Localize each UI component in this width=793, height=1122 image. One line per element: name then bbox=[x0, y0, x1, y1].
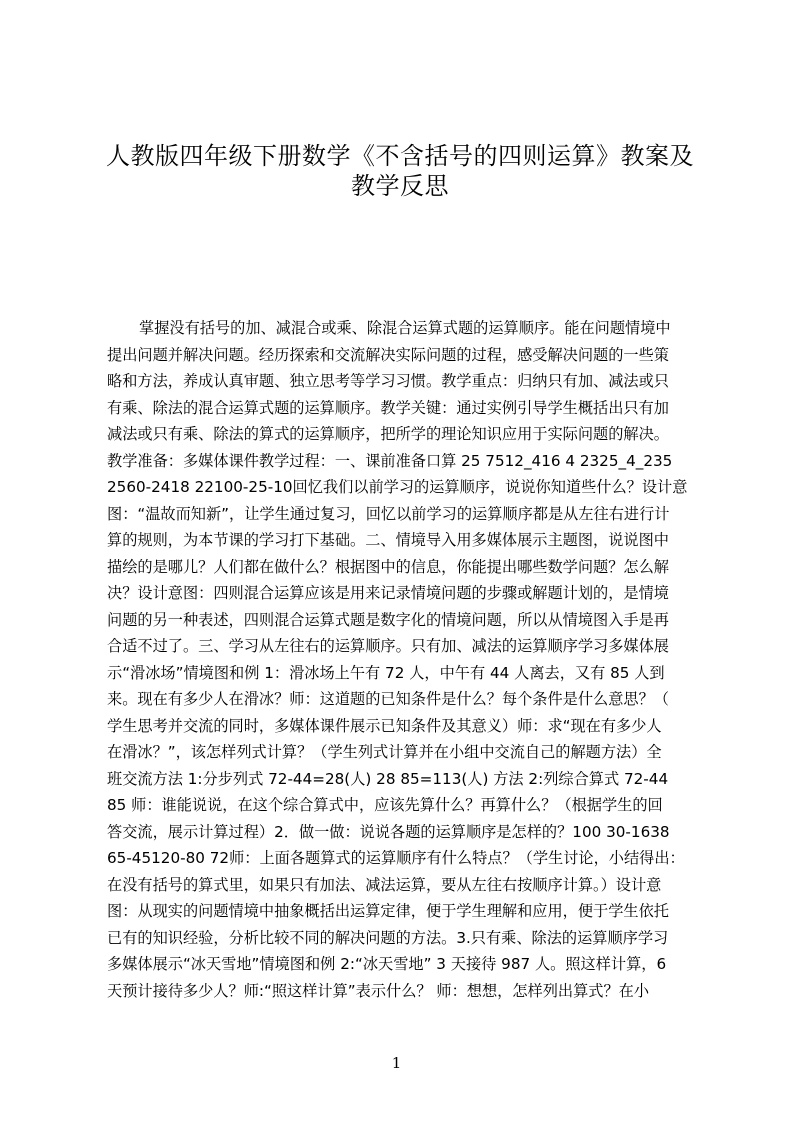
page-number: 1 bbox=[391, 1054, 402, 1072]
text-line: 教学准备：多媒体课件教学过程：一、课前准备口算 25 7512_416 4 2325_4_235 bbox=[107, 451, 673, 470]
text-line: 问题的另一种表述，四则混合运算式题是数字化的情境问题，所以从情境图入手是再 bbox=[107, 610, 669, 629]
text-line: 有乘、除法的混合运算式题的运算顺序。教学关键：通过实例引导学生概括出只有加 bbox=[107, 398, 669, 417]
text-line: 多媒体展示“冰天雪地”情境图和例 2:“冰天雪地” 3 天接待 987 人。照这样计算，6 bbox=[107, 955, 667, 973]
text-line: 答交流，展示计算过程）2．做一做：说说各题的运算顺序是怎样的？100 30-1638 bbox=[107, 822, 670, 841]
text-line: 2560-2418 22100-25-10回忆我们以前学习的运算顺序，说说你知道些什么？设计意 bbox=[107, 478, 688, 496]
text-line: 班交流方法 1:分步列式 72-44=28(人) 28 85=113(人) 方法 2:列综合算式 72-44 bbox=[107, 769, 669, 788]
text-line: 掌握没有括号的加、减混合或乘、除混合运算式题的运算顺序。能在问题情境中 bbox=[139, 319, 671, 337]
title-line: 教学反思 bbox=[351, 172, 449, 200]
text-line: 65-45120-80 72师：上面各题算式的运算顺序有什么特点？（学生讨论，小结得出： bbox=[107, 849, 685, 867]
title-line: 人教版四年级下册数学《不含括号的四则运算》教案及 bbox=[106, 142, 694, 170]
text-line: 图：从现实的问题情境中抽象概括出运算定律，便于学生理解和应用，便于学生依托 bbox=[107, 902, 669, 920]
text-line: 85 师：谁能说说，在这个综合算式中，应该先算什么？再算什么？（根据学生的回 bbox=[107, 796, 663, 814]
document-title bbox=[100, 141, 700, 201]
text-line: 算的规则，为本节课的学习打下基础。二、情境导入用多媒体展示主题图，说说图中 bbox=[107, 531, 669, 549]
text-line: 来。现在有多少人在滑冰？师：这道题的已知条件是什么？每个条件是什么意思？（ bbox=[107, 690, 669, 708]
text-line: 天预计接待多少人？师:“照这样计算”表示什么？ 师：想想，怎样列出算式？在小 bbox=[107, 981, 650, 1000]
body-paragraph bbox=[107, 315, 699, 1004]
text-line: 略和方法，养成认真审题、独立思考等学习习惯。教学重点：归纳只有加、减法或只 bbox=[107, 372, 669, 390]
text-line: 示“滑冰场”情境图和例 1：滑冰场上午有 72 人，中午有 44 人离去，又有 85 人到 bbox=[107, 663, 665, 682]
text-line: 减法或只有乘、除法的算式的运算顺序，把所学的理论知识应用于实际问题的解决。 bbox=[107, 425, 669, 443]
text-line: 决？设计意图：四则混合运算应该是用来记录情境问题的步骤或解题计划的，是情境 bbox=[107, 584, 669, 602]
text-line: 在滑冰？”，该怎样列式计算？（学生列式计算并在小组中交流自己的解题方法）全 bbox=[107, 743, 662, 761]
text-line: 描绘的是哪儿？人们都在做什么？根据图中的信息，你能提出哪些数学问题？怎么解 bbox=[107, 557, 669, 576]
text-line: 合适不过了。三、学习从左往右的运算顺序。只有加、减法的运算顺序学习多媒体展 bbox=[107, 637, 669, 655]
text-line: 在没有括号的算式里，如果只有加法、减法运算，要从左往右按顺序计算。）设计意 bbox=[107, 875, 662, 894]
text-line: 图：“温故而知新”，让学生通过复习，回忆以前学习的运算顺序都是从左往右进行计 bbox=[107, 504, 670, 523]
text-line: 提出问题并解决问题。经历探索和交流解决实际问题的过程，感受解决问题的一些策 bbox=[107, 345, 669, 364]
text-line: 学生思考并交流的同时，多媒体课件展示已知条件及其意义）师：求“现在有多少人 bbox=[107, 716, 662, 735]
text-line: 已有的知识经验，分析比较不同的解决问题的方法。3.只有乘、除法的运算顺序学习 bbox=[107, 928, 669, 947]
